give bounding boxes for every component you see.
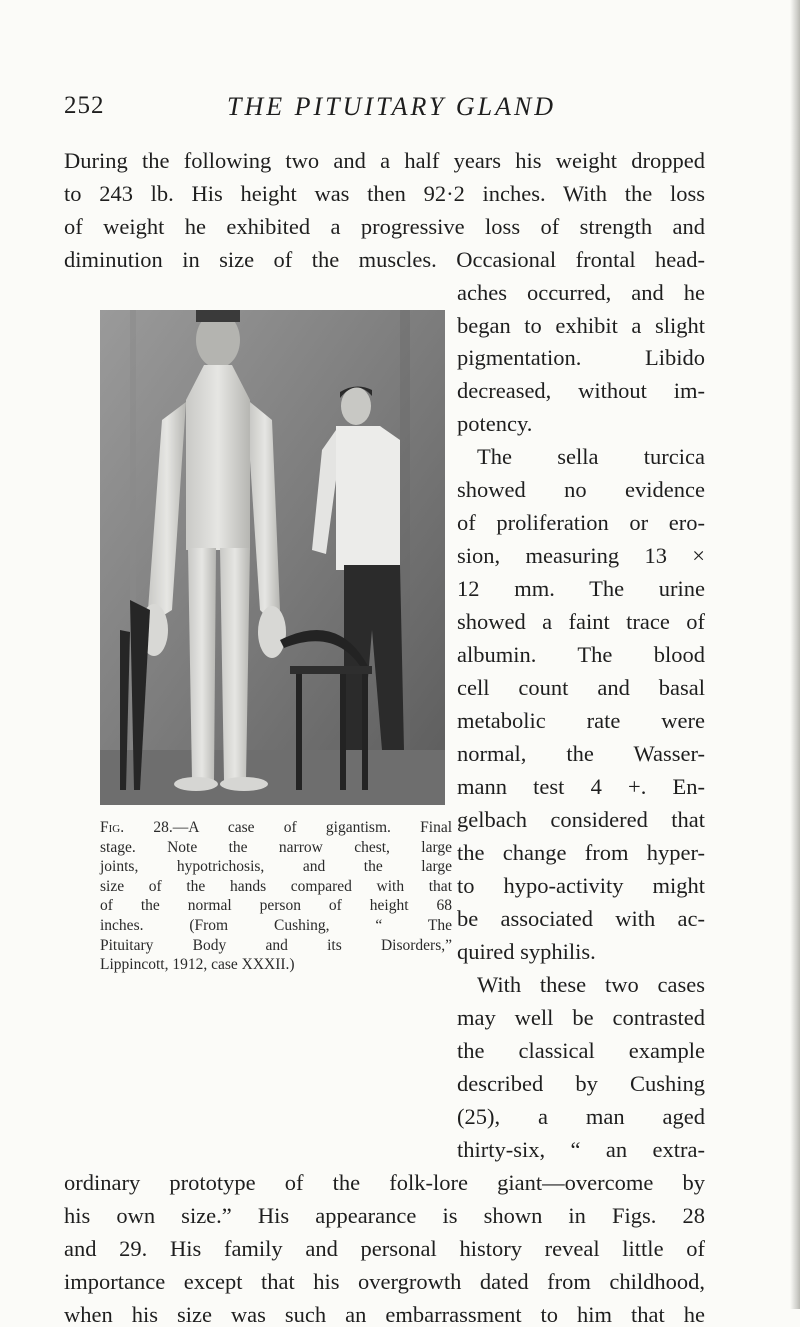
body-line: The sella turcica bbox=[477, 444, 705, 469]
body-line: normal, the Wasser- bbox=[457, 741, 705, 766]
figure-caption bbox=[100, 818, 452, 975]
body-line: mann test 4 +. En- bbox=[457, 774, 705, 799]
body-line: began to exhibit a slight bbox=[457, 313, 705, 338]
body-line: the classical example bbox=[457, 1038, 705, 1063]
figure-photograph bbox=[100, 310, 445, 805]
body-line: of proliferation or ero- bbox=[457, 510, 705, 535]
page-number: 252 bbox=[64, 92, 105, 119]
body-line: cell count and basal bbox=[457, 675, 705, 700]
body-line: ordinary prototype of the folk-lore giant—overcome by bbox=[64, 1170, 705, 1195]
body-line: when his size was such an embarrassment to him that he bbox=[64, 1302, 705, 1327]
caption-line-1: Fig. 28.—A case of gigantism. Final bbox=[100, 819, 453, 836]
body-line: aches occurred, and he bbox=[457, 280, 705, 305]
body-line: During the following two and a half years his weight dropped bbox=[64, 148, 705, 173]
body-line: to hypo-activity might bbox=[457, 873, 705, 898]
caption-line: Pituitary Body and its Disorders,” bbox=[100, 936, 452, 954]
body-line: sion, measuring 13 × bbox=[457, 543, 705, 568]
caption-line: inches. (From Cushing, “ The bbox=[100, 916, 452, 934]
body-line: diminution in size of the muscles. Occasional frontal head- bbox=[64, 247, 705, 272]
body-line: (25), a man aged bbox=[457, 1104, 705, 1129]
body-line: showed no evidence bbox=[457, 477, 705, 502]
body-line: thirty-six, “ an extra- bbox=[457, 1137, 705, 1162]
body-line: With these two cases bbox=[477, 972, 705, 997]
body-line: the change from hyper- bbox=[457, 840, 705, 865]
body-line: albumin. The blood bbox=[457, 642, 705, 667]
body-line: quired syphilis. bbox=[457, 939, 596, 964]
caption-line: of the normal person of height 68 bbox=[100, 897, 452, 915]
caption-line: Lippincott, 1912, case XXXII.) bbox=[100, 956, 295, 974]
body-line: decreased, without im- bbox=[457, 378, 705, 403]
running-head: THE PITUITARY GLAND bbox=[227, 92, 557, 121]
gigantism-photo-illustration bbox=[100, 310, 445, 805]
body-line: described by Cushing bbox=[457, 1071, 705, 1096]
body-line: potency. bbox=[457, 411, 533, 436]
body-line: importance except that his overgrowth dated from childhood, bbox=[64, 1269, 705, 1294]
body-line: 12 mm. The urine bbox=[457, 576, 705, 601]
body-line: his own size.” His appearance is shown in Figs. 28 bbox=[64, 1203, 705, 1228]
body-line: of weight he exhibited a progressive loss of strength and bbox=[64, 214, 705, 239]
body-line: to 243 lb. His height was then 92·2 inches. With the loss bbox=[64, 181, 705, 206]
page-header bbox=[64, 92, 704, 128]
body-line: be associated with ac- bbox=[457, 906, 705, 931]
caption-line: stage. Note the narrow chest, large bbox=[100, 838, 452, 856]
caption-line: size of the hands compared with that bbox=[100, 877, 452, 895]
body-line: and 29. His family and personal history reveal little of bbox=[64, 1236, 705, 1261]
caption-line: joints, hypotrichosis, and the large bbox=[100, 858, 452, 876]
body-line: showed a faint trace of bbox=[457, 609, 705, 634]
page-edge-shadow bbox=[790, 0, 800, 1309]
body-line: pigmentation. Libido bbox=[457, 345, 705, 370]
body-line: may well be contrasted bbox=[457, 1005, 705, 1030]
body-line: gelbach considered that bbox=[457, 807, 705, 832]
caption-label: Fig. 28. bbox=[100, 819, 173, 836]
body-line: metabolic rate were bbox=[457, 708, 705, 733]
